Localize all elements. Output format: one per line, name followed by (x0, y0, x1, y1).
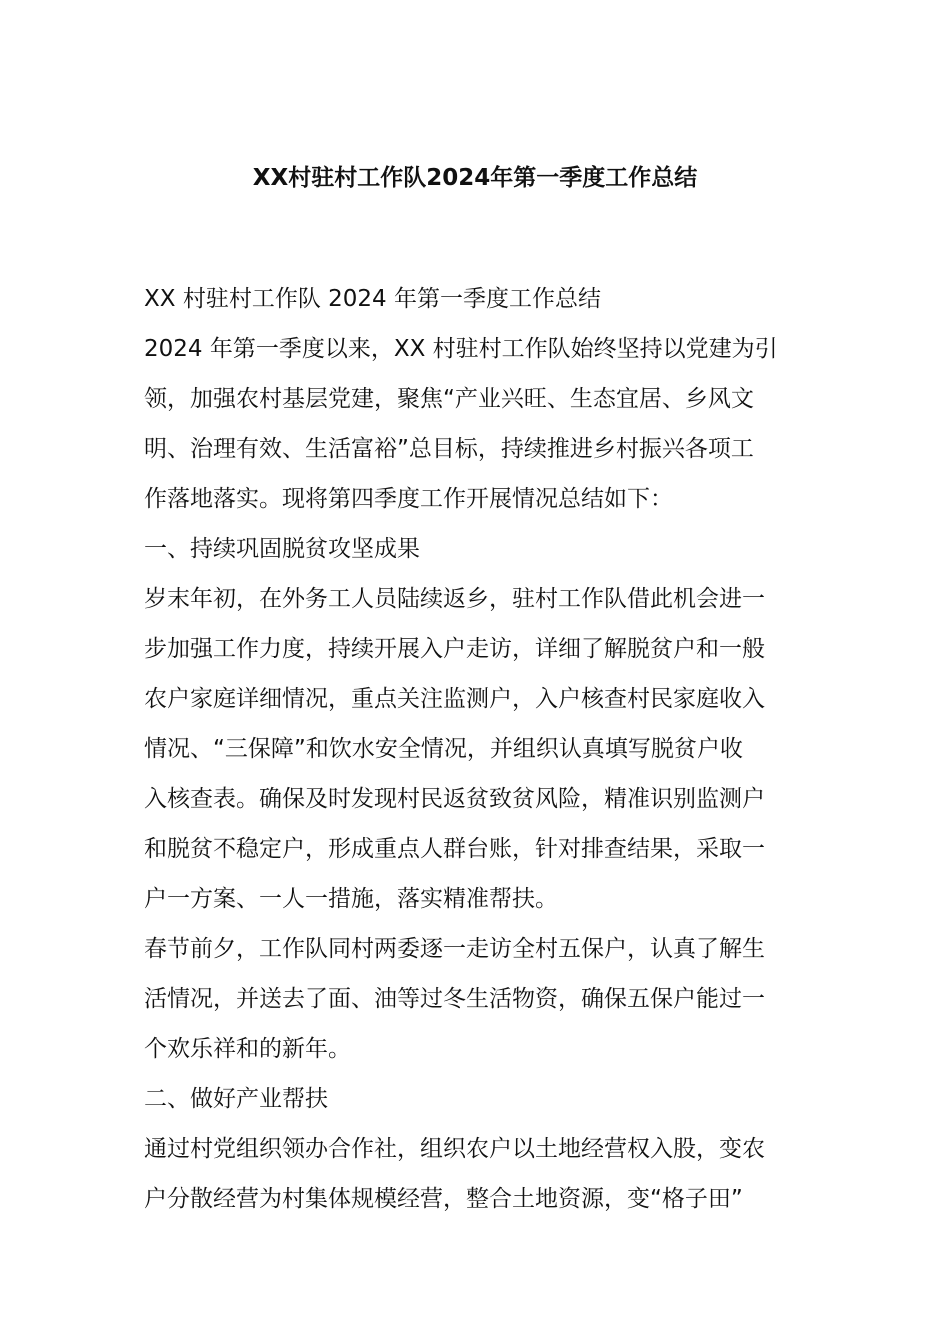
body-line: 明、治理有效、生活富裕”总目标，持续推进乡村振兴各项工 (144, 436, 754, 462)
section-heading-2: 二、做好产业帮扶 (144, 1086, 328, 1112)
body-line: 活情况，并送去了面、油等过冬生活物资，确保五保户能过一 (144, 986, 765, 1012)
body-line: 领，加强农村基层党建，聚焦“产业兴旺、生态宜居、乡风文 (144, 386, 754, 412)
body-line: 户分散经营为村集体规模经营，整合土地资源，变“格子田” (144, 1186, 743, 1212)
body-line: 户一方案、一人一措施，落实精准帮扶。 (144, 886, 558, 912)
body-line-heading-repeat: XX 村驻村工作队 2024 年第一季度工作总结 (144, 286, 601, 312)
body-line: 2024 年第一季度以来，XX 村驻村工作队始终坚持以党建为引 (144, 336, 778, 362)
section-heading-1: 一、持续巩固脱贫攻坚成果 (144, 536, 420, 562)
document-title: XX村驻村工作队2024年第一季度工作总结 (252, 165, 698, 191)
body-line: 春节前夕，工作队同村两委逐一走访全村五保户，认真了解生 (144, 936, 765, 962)
document-body (144, 280, 808, 1230)
body-line: 农户家庭详细情况，重点关注监测户，入户核查村民家庭收入 (144, 686, 765, 712)
body-line: 步加强工作力度，持续开展入户走访，详细了解脱贫户和一般 (144, 636, 765, 662)
body-line: 岁末年初，在外务工人员陆续返乡，驻村工作队借此机会进一 (144, 586, 765, 612)
body-line: 入核查表。确保及时发现村民返贫致贫风险，精准识别监测户 (144, 786, 765, 812)
body-line: 作落地落实。现将第四季度工作开展情况总结如下： (144, 486, 673, 512)
body-line: 个欢乐祥和的新年。 (144, 1036, 351, 1062)
body-line: 情况、“三保障”和饮水安全情况，并组织认真填写脱贫户收 (144, 736, 743, 762)
body-line: 和脱贫不稳定户，形成重点人群台账，针对排查结果，采取一 (144, 836, 765, 862)
body-line: 通过村党组织领办合作社，组织农户以土地经营权入股，变农 (144, 1136, 765, 1162)
